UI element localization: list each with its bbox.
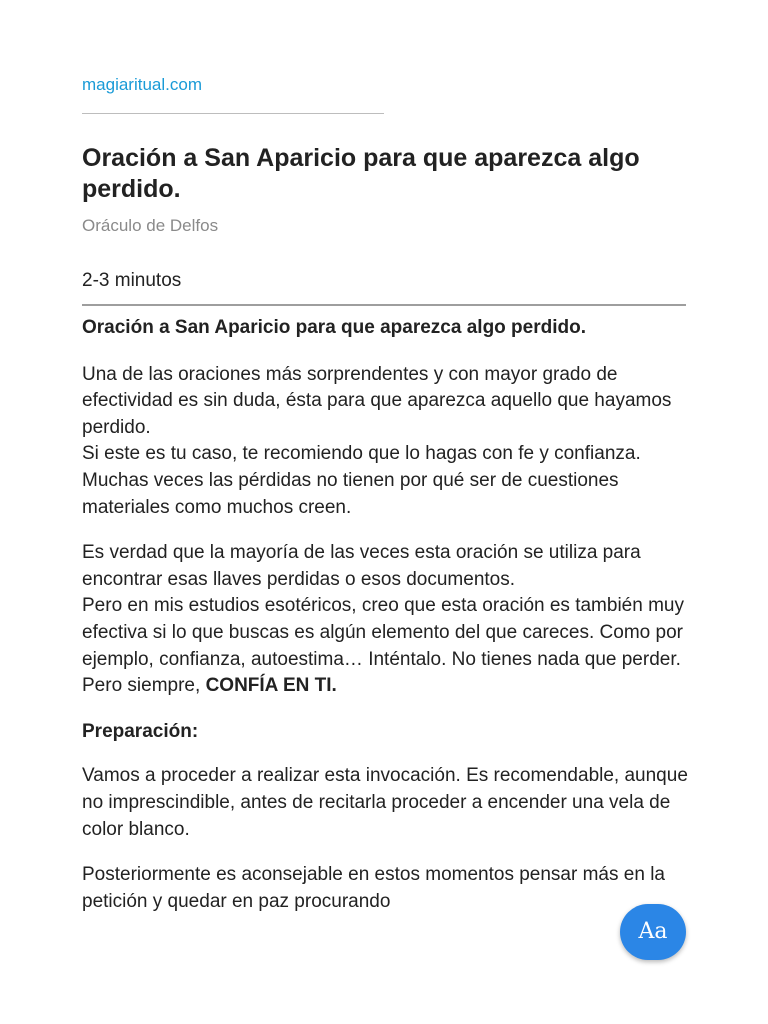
- paragraph-2: [82, 540, 688, 700]
- article-title: Oración a San Aparicio para que aparezca algo perdido.: [82, 144, 640, 203]
- text-size-button[interactable]: [620, 904, 686, 960]
- article-body: [82, 315, 688, 934]
- site-link[interactable]: magiaritual.com: [82, 75, 202, 94]
- paragraph-2-emphasis: CONFÍA EN TI.: [205, 675, 337, 697]
- paragraph-1-line-1: Una de las oraciones más sorprendentes y con mayor grado de efectividad es sin duda, ésta para que aparezca aquello que hayamos perdido.: [82, 363, 672, 438]
- read-time: 2-3 minutos: [82, 270, 182, 291]
- section-heading-preparacion: Preparación:: [82, 720, 199, 742]
- header-divider: [82, 113, 384, 114]
- article-author: Oráculo de Delfos: [82, 216, 219, 235]
- body-heading: Oración a San Aparicio para que aparezca algo perdido.: [82, 317, 587, 338]
- paragraph-1-line-2: Si este es tu caso, te recomiendo que lo hagas con fe y confianza. Muchas veces las pérdidas no tienen por qué ser de cuestiones materiales como muchos creen.: [82, 443, 641, 518]
- paragraph-2-line-2: Pero en mis estudios esotéricos, creo que esta oración es también muy efectiva si lo que buscas es algún elemento del que careces. Como por ejemplo, confianza, autoestima… Inténtalo. No tienes nada que perder. Pero siempre,: [82, 595, 684, 697]
- paragraph-3: Vamos a proceder a realizar esta invocación. Es recomendable, aunque no imprescindible, antes de recitarla proceder a encender una vela de color blanco.: [82, 765, 688, 840]
- paragraph-1: [82, 362, 688, 522]
- text-size-icon: Aa: [638, 919, 668, 944]
- paragraph-2-line-1: Es verdad que la mayoría de las veces esta oración se utiliza para encontrar esas llaves perdidas o esos documentos.: [82, 542, 641, 590]
- paragraph-4: Posteriormente es aconsejable en estos momentos pensar más en la petición y quedar en paz procurando: [82, 864, 665, 912]
- content-divider: [82, 304, 686, 306]
